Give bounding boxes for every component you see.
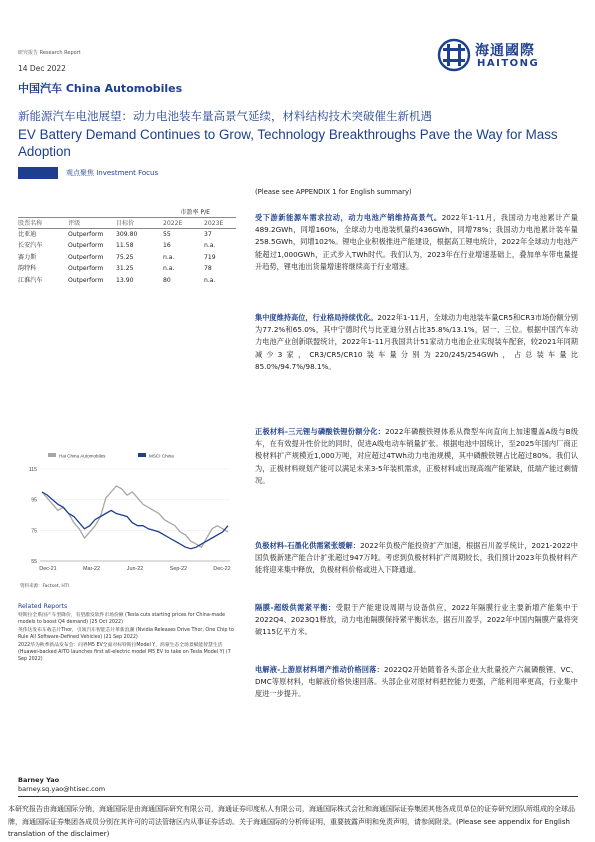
related-report-item[interactable]: 特斯拉全系国产车型降价，有望激发软件市场份额 (Tesla cuts starting prices for China-made models to boost Q4 demand) (25 Oct 2022) <box>18 613 226 626</box>
paragraph-lead: 隔膜-超级供需紧平衡： <box>255 603 336 612</box>
pe-header: 市盈率 P/E <box>180 209 210 216</box>
chart-source: 资料来源：Factset, HTI <box>20 584 69 589</box>
x-tick-label: Dec-21 <box>39 566 57 572</box>
paragraph-lead: 集中度维持高位，行业格局持续优化。 <box>255 313 378 322</box>
related-reports-title: Related Reports <box>18 603 68 610</box>
paragraph-text: 受限于产能建设周期与设备供应，2022年隔膜行业主要新增产能集中于2022Q4、2023Q1释放，动力电池隔膜保持紧平衡状态，据百川盈孚，2022年中国内隔膜产量将突破115亿平方米。 <box>255 603 579 637</box>
x-tick-label: Mar-22 <box>82 566 101 572</box>
logo-text-cn: 海通國際 <box>475 43 535 59</box>
summary-paragraph <box>255 602 578 639</box>
paragraph-text: 2022年1-11月，我国动力电池累计产量489.2GWh，同增160%，全球动力电池装机量约436GWh，同增78%；我国动力电池累计装车量258.5GWh，同增102%。锂电企业积极推进产能建设，根据高工锂电统计，2022年全球动力电池产能超过1,000GWh，正式步入TWh时代。我们认为，2023年在行业增速基础上，叠加单车带电量提升趋势，锂电池出货量增速将继续高于行业增速。 <box>255 213 578 271</box>
column-header: 股票名称 <box>18 220 43 227</box>
haitong-logo-icon <box>437 38 471 72</box>
appendix-note: (Please see APPENDIX 1 for English summary) <box>255 188 412 196</box>
ratings-table <box>18 207 236 287</box>
legend-swatch <box>138 453 146 457</box>
footer-divider <box>18 796 578 797</box>
paragraph-text: 2022年磷酸铁锂体系从微型车向直向上加速覆盖A级与B级车，在有效提升性价比的同时，促进A级电动车销量扩张。根据电池中国统计，至2025年国内厂商正极材料扩产规模近1,000万吨，对应超过4TWh动力电池规模，其中磷酸铁锂占比超过80%。我们认为，正极材料规划产能可以满足未来3-5年装机需求，正极材料或出现高端产能紧缺，低端产能过剩情况。 <box>255 427 578 485</box>
table-row: 江淮汽车 Outperform 13.90 80 n.a. <box>18 276 216 284</box>
legend-swatch <box>48 453 56 457</box>
summary-paragraph <box>255 540 578 577</box>
related-report-item[interactable]: 英伟达发布车载芯片Thor，引领汽车智能芯片革新浪潮 (Nvidia Releases Drive Thor, One Chip to Rule All Software-Defined Vehicles) (21 Sep 2022) <box>18 627 234 641</box>
title-chinese: 新能源汽车电池展望：动力电池装车量高景气延续，材料结构技术突破催生新机遇 <box>18 109 432 123</box>
related-reports-list <box>18 612 236 664</box>
title-english: EV Battery Demand Continues to Grow, Technology Breakthroughs Pave the Way for Mass Adoption <box>18 127 558 159</box>
table-row: 韵特科 Outperform 31.25 n.a. 78 <box>18 265 212 273</box>
y-tick-label: 55 <box>31 559 37 565</box>
column-header: 2022E <box>163 220 183 227</box>
legend-label: MSCI China <box>149 453 174 459</box>
logo-text-en: HAITONG <box>477 58 540 69</box>
summary-paragraph <box>255 312 578 373</box>
x-tick-label: Jun-22 <box>126 566 144 572</box>
table-header-row <box>18 217 236 229</box>
summary-paragraph <box>255 212 578 273</box>
y-tick-label: 115 <box>28 467 37 473</box>
paragraph-text: 2022年1-11月，全球动力电池装车量CR5和CR3市场份额分别为77.2%和65.0%，其中宁德时代与比亚迪分别占比35.8%/13.1%，居一、三位。根据中国汽车动力电池产业创新联盟统计，2022年1-11月我国共计51家动力电池企业实现装车配套，较2021年同期减少3家，CR3/CR5/CR10装车量分别为220/245/254GWh，占总装车量比85.0%/94.7%/98.1%。 <box>255 313 578 371</box>
paragraph-lead: 正极材料-三元锂与磷酸铁锂份额分化： <box>255 427 386 436</box>
report-date: 14 Dec 2022 <box>18 64 66 73</box>
y-tick-label: 75 <box>31 528 37 535</box>
focus-bar-decoration <box>18 167 58 179</box>
author-email[interactable]: barney.sq.yao@htisec.com <box>18 785 106 793</box>
column-header: 评级 <box>68 220 81 227</box>
paragraph-lead: 受下游新能源车需求拉动，动力电池产销维持高景气。 <box>255 213 442 222</box>
paragraph-text: 2022Q2开始随着各头部企业大批量投产六氟磷酸锂、VC、DMC等原材料，电解液价格快速回落。头部企业对原材料把控能力更强，产能利用率更高，行业集中度进一步提升。 <box>255 665 578 699</box>
y-tick-label: 95 <box>31 497 37 504</box>
report-type-label: 研究报告 Research Report <box>18 50 81 56</box>
author-name: Barney Yao <box>18 776 60 784</box>
x-tick-label: Dec-22 <box>213 566 231 572</box>
x-tick-label: Sep-22 <box>169 566 188 572</box>
haitong-logo <box>437 36 577 76</box>
paragraph-lead: 负极材料-石墨化供需紧张缓解： <box>255 541 361 550</box>
legend-label: Hai China Automobiles <box>59 453 106 459</box>
column-header: 2023E <box>204 220 224 227</box>
column-header: 目标价 <box>116 220 135 227</box>
performance-chart-svg <box>18 449 236 579</box>
table-row: 长安汽车 Outperform 11.58 16 n.a. <box>18 242 216 250</box>
series-line <box>42 486 228 547</box>
table-row: 赛力斯 Outperform 75.25 n.a. 719 <box>18 253 216 261</box>
table-row: 比亚迪 Outperform 309.80 55 37 <box>18 230 212 238</box>
investment-focus-label: 观点聚焦 Investment Focus <box>66 169 159 177</box>
sector-title: 中国汽车 China Automobiles <box>18 82 183 95</box>
performance-chart <box>18 449 236 579</box>
summary-paragraph <box>255 664 578 701</box>
summary-paragraph <box>255 426 578 487</box>
paragraph-text: 2022年负极产能投资扩产加速，根据百川盈孚统计，2021-2022中国负极新建产能合计扩张超过947万吨。考虑到负极材料扩产周期较长，我们预计2023年负极材料产能将迎来集中释放，负极材料价格或进入下降通道。 <box>255 541 578 575</box>
series-line <box>42 492 228 549</box>
disclaimer-footer: 本研究报告由海通国际分销，海通国际是由海通国际研究有限公司，海通证券印度私人有限公司，海通国际株式会社和海通国际证券集团其他各成员单位的证券研究团队所组成的全球品牌，海通国际证券集团各成员分别在其许可的司法管辖区内从事证券活动。关于海通国际的分析师证明，重要披露声明和免责声明，请参阅附录。(Please see appendix for English translation of the disclaimer) <box>8 805 575 838</box>
paragraph-lead: 电解液-上游原材料增产推动价格回落： <box>255 665 384 674</box>
related-report-item[interactable]: 2022华为秋季新品发布会：问界M5 EV全面对标特斯拉Model Y，鸿蒙生态全场景赋能智慧生活 (Huawei-backed AITO launches first all-electric model M5 EV to take on Tesla Model Y) (7 Sep 2022) <box>18 642 231 663</box>
